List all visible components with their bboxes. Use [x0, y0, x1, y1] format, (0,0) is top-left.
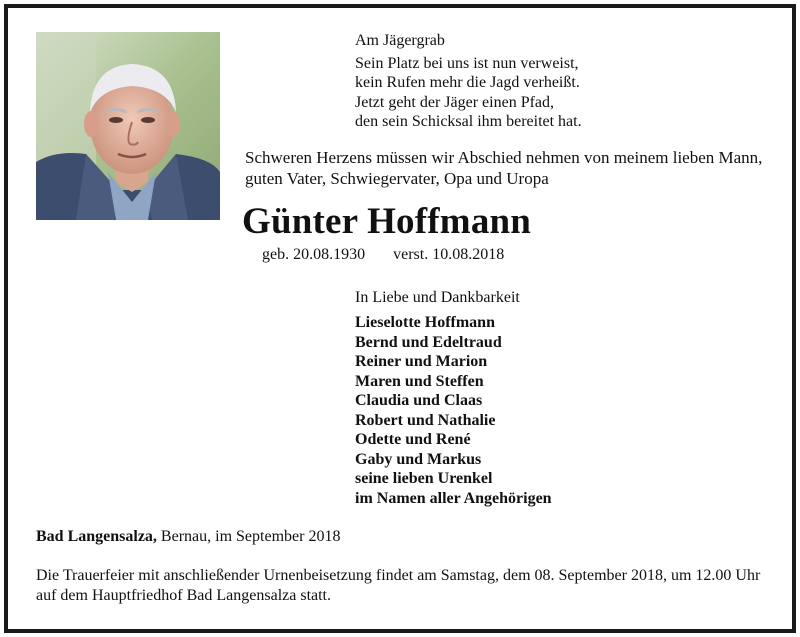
death-date: verst. 10.08.2018: [393, 246, 505, 263]
portrait-photo-icon: [36, 32, 220, 220]
birth-date: geb. 20.08.1930: [262, 246, 366, 263]
family-member: seine lieben Urenkel: [355, 470, 493, 487]
poem-line: Jetzt geht der Jäger einen Pfad,: [355, 93, 555, 111]
portrait-photo: [36, 32, 220, 220]
poem-line: den sein Schicksal ihm bereitet hat.: [355, 113, 582, 130]
poem-line: kein Rufen mehr die Jagd verheißt.: [355, 74, 580, 91]
family-member: Lieselotte Hoffmann: [355, 314, 495, 331]
ceremony-notice: Die Trauerfeier mit anschließender Urnenbeisetzung findet am Samstag, dem 08. September 2018, um 12.00 Uhr auf dem Hauptfriedhof Bad Langensalza statt.: [36, 567, 761, 604]
family-list: [355, 313, 552, 508]
family-member: Reiner und Marion: [355, 353, 488, 370]
family-member: im Namen aller Angehörigen: [355, 489, 552, 507]
family-member: Bernd und Edeltraud: [355, 333, 502, 351]
poem-title: Am Jägergrab: [355, 32, 445, 49]
place-city: Bad Langensalza,: [36, 528, 157, 545]
deceased-name: Günter Hoffmann: [242, 201, 532, 242]
place-rest: Bernau, im September 2018: [156, 528, 341, 545]
life-dates: [262, 245, 504, 265]
place-date-line: [36, 527, 340, 547]
family-member: Gaby und Markus: [355, 450, 482, 468]
family-member: Maren und Steffen: [355, 372, 484, 390]
poem-line: Sein Platz bei uns ist nun verweist,: [355, 54, 579, 72]
thanks-line: In Liebe und Dankbarkeit: [355, 289, 520, 306]
family-member: Odette und René: [355, 431, 471, 448]
intro-text: Schweren Herzens müssen wir Abschied nehmen von meinem lieben Mann, guten Vater, Schwiegervater, Opa und Uropa: [245, 148, 763, 188]
family-member: Robert und Nathalie: [355, 411, 496, 429]
family-member: Claudia und Claas: [355, 392, 483, 409]
poem: [355, 31, 775, 132]
